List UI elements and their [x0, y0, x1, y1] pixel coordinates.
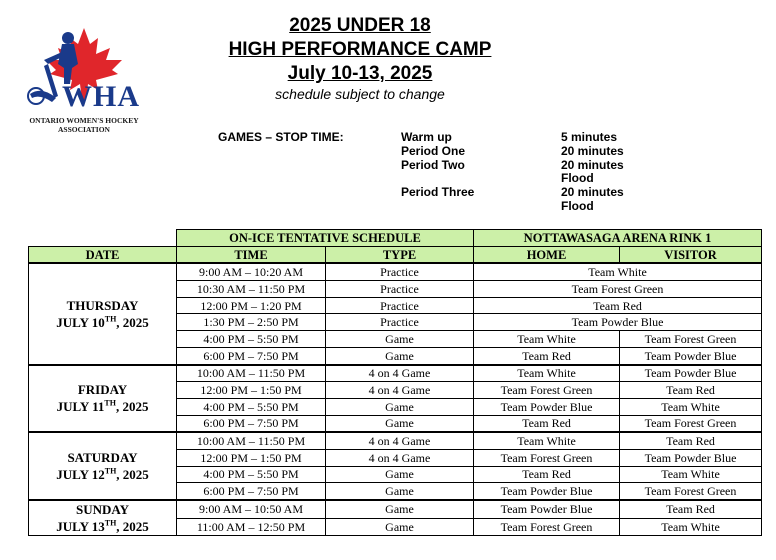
type-cell: Practice	[326, 263, 474, 280]
practice-team-cell: Team White	[474, 263, 762, 280]
home-team-cell: Team Powder Blue	[474, 483, 620, 500]
period-duration: Flood	[561, 171, 594, 186]
time-cell: 12:00 PM – 1:20 PM	[177, 297, 326, 314]
practice-team-cell: Team Powder Blue	[474, 314, 762, 331]
type-cell: Practice	[326, 281, 474, 298]
visitor-team-cell: Team Red	[620, 382, 762, 399]
type-cell: Practice	[326, 314, 474, 331]
table-row	[29, 432, 762, 449]
period-label: Period One	[401, 143, 466, 158]
type-cell: 4 on 4 Game	[326, 449, 474, 466]
period-label	[401, 200, 474, 214]
day-name: SATURDAY	[67, 450, 138, 466]
col-header-home: HOME	[474, 246, 620, 263]
day-year: , 2025	[115, 399, 149, 415]
title-subtitle: schedule subject to change	[275, 86, 445, 102]
day-name: FRIDAY	[77, 382, 128, 398]
time-cell: 6:00 PM – 7:50 PM	[177, 483, 326, 500]
time-cell: 11:00 AM – 12:50 PM	[177, 518, 326, 536]
day-year: , 2025	[116, 467, 149, 483]
period-duration: Flood	[561, 198, 594, 213]
type-cell: 4 on 4 Game	[326, 432, 474, 449]
page-title	[185, 14, 535, 103]
banner-row	[29, 230, 762, 247]
time-cell: 10:00 AM – 11:50 PM	[177, 432, 326, 449]
column-header-row	[29, 246, 762, 263]
type-cell: Game	[326, 398, 474, 415]
table-row	[29, 500, 762, 518]
day-suffix: TH	[104, 314, 117, 324]
home-team-cell: Team Forest Green	[474, 449, 620, 466]
visitor-team-cell: Team Red	[620, 500, 762, 518]
date-cell	[29, 500, 177, 536]
visitor-team-cell: Team Red	[620, 432, 762, 449]
time-cell: 9:00 AM – 10:50 AM	[177, 500, 326, 518]
period-label: Period Three	[401, 185, 475, 200]
day-month: JULY 11	[56, 399, 105, 415]
home-team-cell: Team Forest Green	[474, 518, 620, 536]
day-year: , 2025	[116, 314, 149, 330]
time-cell: 12:00 PM – 1:50 PM	[177, 382, 326, 399]
visitor-team-cell: Team White	[620, 518, 762, 536]
visitor-team-cell: Team White	[620, 466, 762, 483]
day-name: SUNDAY	[76, 502, 129, 517]
day-date	[29, 518, 176, 535]
table-row	[29, 365, 762, 382]
stop-time-label: GAMES – STOP TIME:	[218, 130, 344, 144]
owha-logo	[22, 24, 146, 134]
type-cell: Game	[326, 415, 474, 432]
day-month: JULY 10	[56, 314, 105, 330]
date-cell	[29, 365, 177, 433]
date-cell	[29, 263, 177, 364]
col-header-type: TYPE	[326, 246, 474, 263]
home-team-cell: Team White	[474, 331, 620, 348]
period-duration: 20 minutes	[561, 185, 624, 200]
date-cell	[29, 432, 177, 500]
visitor-team-cell: Team White	[620, 398, 762, 415]
day-name: THURSDAY	[66, 297, 139, 313]
home-team-cell: Team White	[474, 432, 620, 449]
period-duration: 20 minutes	[561, 157, 624, 172]
day-suffix: TH	[104, 518, 117, 528]
period-label: Warm up	[401, 130, 452, 144]
day-suffix: TH	[104, 399, 116, 409]
home-team-cell: Team Powder Blue	[474, 398, 620, 415]
time-cell: 6:00 PM – 7:50 PM	[177, 415, 326, 432]
time-cell: 4:00 PM – 5:50 PM	[177, 466, 326, 483]
type-cell: Game	[326, 518, 474, 536]
type-cell: Game	[326, 483, 474, 500]
period-duration: 20 minutes	[561, 143, 624, 158]
type-cell: Game	[326, 347, 474, 364]
type-cell: Practice	[326, 297, 474, 314]
day-suffix: TH	[104, 466, 117, 476]
day-date	[29, 314, 176, 331]
day-date	[29, 466, 176, 483]
period-duration: 5 minutes	[561, 130, 618, 144]
time-cell: 10:00 AM – 11:50 PM	[177, 365, 326, 382]
type-cell: 4 on 4 Game	[326, 382, 474, 399]
time-cell: 6:00 PM – 7:50 PM	[177, 347, 326, 364]
visitor-team-cell: Team Powder Blue	[620, 365, 762, 382]
visitor-team-cell: Team Forest Green	[620, 331, 762, 348]
type-cell: 4 on 4 Game	[326, 365, 474, 382]
day-month: JULY 12	[56, 467, 105, 483]
time-cell: 9:00 AM – 10:20 AM	[177, 263, 326, 280]
home-team-cell: Team Forest Green	[474, 382, 620, 399]
home-team-cell: Team Red	[474, 347, 620, 364]
visitor-team-cell: Team Powder Blue	[620, 449, 762, 466]
time-cell: 10:30 AM – 11:50 PM	[177, 281, 326, 298]
day-date	[29, 398, 176, 415]
home-team-cell: Team Powder Blue	[474, 500, 620, 518]
logo-org-name: ONTARIO WOMEN'S HOCKEY	[29, 116, 139, 125]
time-cell: 4:00 PM – 5:50 PM	[177, 331, 326, 348]
type-cell: Game	[326, 466, 474, 483]
practice-team-cell: Team Red	[474, 297, 762, 314]
visitor-team-cell: Team Forest Green	[620, 415, 762, 432]
schedule-body	[29, 263, 762, 535]
stop-time-periods	[401, 131, 474, 214]
title-line-2: HIGH PERFORMANCE CAMP	[228, 39, 492, 60]
period-label: Period Two	[401, 157, 465, 172]
visitor-team-cell: Team Powder Blue	[620, 347, 762, 364]
home-team-cell: Team Red	[474, 415, 620, 432]
logo-letters: WHA	[62, 80, 140, 113]
period-label	[401, 172, 474, 186]
time-cell: 12:00 PM – 1:50 PM	[177, 449, 326, 466]
home-team-cell: Team White	[474, 365, 620, 382]
home-team-cell: Team Red	[474, 466, 620, 483]
logo-org-name-2: ASSOCIATION	[58, 125, 110, 134]
arena-banner: NOTTAWASAGA ARENA RINK 1	[474, 230, 762, 247]
day-month: JULY 13	[56, 519, 105, 534]
table-row	[29, 263, 762, 280]
stop-time-durations	[561, 131, 624, 214]
time-cell: 4:00 PM – 5:50 PM	[177, 398, 326, 415]
col-header-time: TIME	[177, 246, 326, 263]
type-cell: Game	[326, 500, 474, 518]
title-line-1: 2025 UNDER 18	[289, 15, 431, 36]
title-dates: July 10-13, 2025	[287, 63, 433, 84]
schedule-table	[28, 229, 762, 536]
schedule-banner: ON-ICE TENTATIVE SCHEDULE	[177, 230, 474, 247]
time-cell: 1:30 PM – 2:50 PM	[177, 314, 326, 331]
visitor-team-cell: Team Forest Green	[620, 483, 762, 500]
col-header-visitor: VISITOR	[620, 246, 762, 263]
col-header-date: DATE	[29, 246, 177, 263]
practice-team-cell: Team Forest Green	[474, 281, 762, 298]
type-cell: Game	[326, 331, 474, 348]
day-year: , 2025	[116, 519, 149, 534]
